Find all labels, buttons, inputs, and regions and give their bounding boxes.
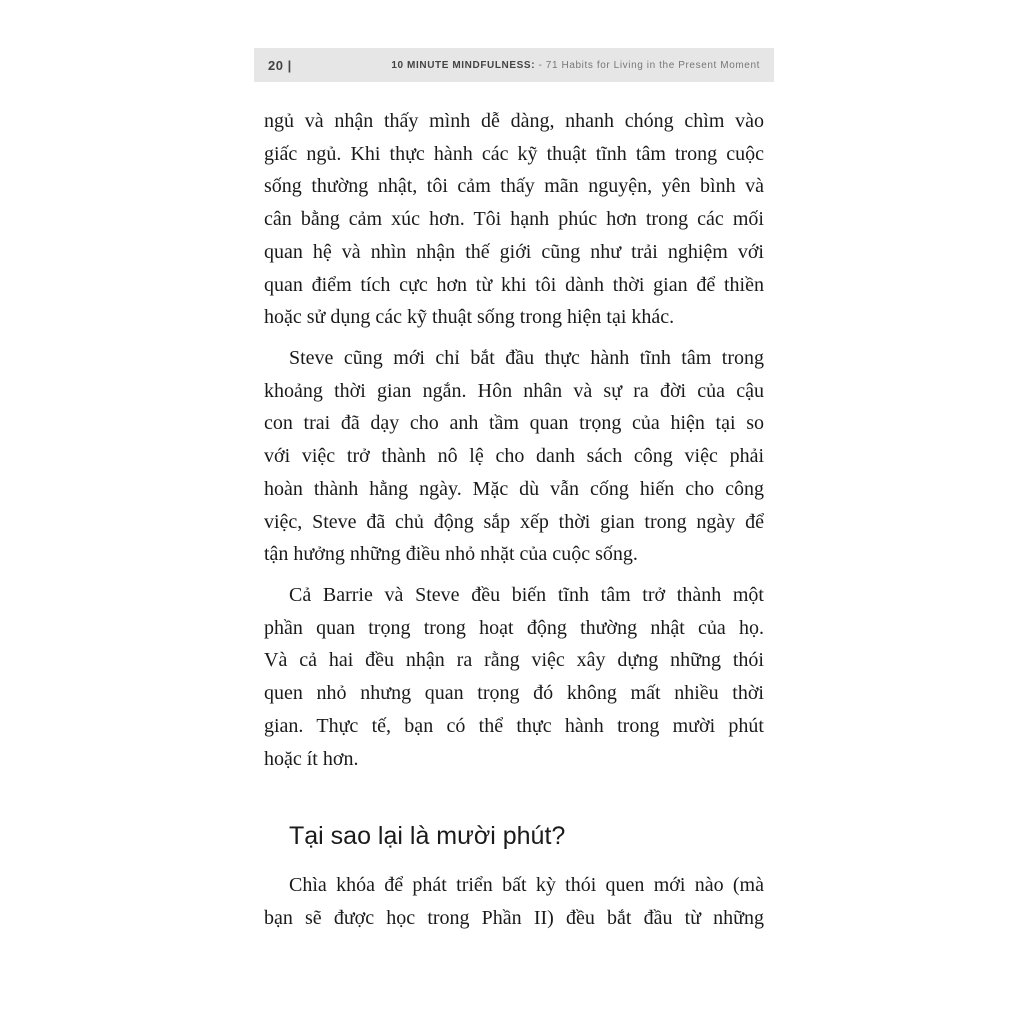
section-heading: Tại sao lại là mười phút? [289, 822, 566, 850]
paragraph-line: quan hệ và nhìn nhận thế giới cũng như trải nghiệm với [264, 240, 764, 263]
paragraph-line: với việc trở thành nô lệ cho danh sách công việc phải [264, 445, 764, 468]
book-title-main: 10 MINUTE MINDFULNESS: [391, 59, 536, 71]
paragraph-line: Steve cũng mới chỉ bắt đầu thực hành tĩnh tâm trong [289, 347, 764, 369]
paragraph-2 [264, 342, 764, 571]
paragraph-line: cân bằng cảm xúc hơn. Tôi hạnh phúc hơn trong các mối [264, 208, 764, 231]
paragraph-line: sống thường nhật, tôi cảm thấy mãn nguyện, yên bình và [264, 175, 764, 198]
page-number: 20 | [268, 57, 292, 73]
running-header [254, 48, 774, 82]
paragraph-line: hoặc sử dụng các kỹ thuật sống trong hiện tại khác. [264, 306, 675, 329]
paragraph-line: khoảng thời gian ngắn. Hôn nhân và sự ra đời của cậu [264, 379, 764, 402]
book-title-subtitle: - 71 Habits for Living in the Present Moment [535, 59, 760, 71]
paragraph-line: tận hưởng những điều nhỏ nhặt của cuộc sống. [264, 543, 638, 566]
paragraph-line: ngủ và nhận thấy mình dễ dàng, nhanh chóng chìm vào [264, 110, 764, 132]
book-title [391, 60, 760, 71]
paragraph-1 [264, 105, 764, 334]
paragraph-line: Và cả hai đều nhận ra rằng việc xây dựng những thói [264, 649, 764, 672]
paragraph-line: bạn sẽ được học trong Phần II) đều bắt đầu từ những [264, 906, 764, 929]
paragraph-line: con trai đã dạy cho anh tầm quan trọng của hiện tại so [264, 412, 764, 435]
paragraph-line: quan điểm tích cực hơn từ khi tôi dành thời gian để thiền [264, 273, 764, 296]
paragraph-line: hoặc ít hơn. [264, 747, 359, 770]
paragraph-line: việc, Steve đã chủ động sắp xếp thời gian trong ngày để [264, 510, 764, 533]
paragraph-line: hoàn thành hằng ngày. Mặc dù vẫn cống hiến cho công [264, 477, 764, 500]
paragraph-line: quen nhỏ nhưng quan trọng đó không mất nhiều thời [264, 682, 764, 705]
paragraph-line: phần quan trọng trong hoạt động thường nhật của họ. [264, 616, 764, 639]
paragraph-line: Cả Barrie và Steve đều biến tĩnh tâm trở thành một [289, 584, 764, 606]
paragraph-line: giấc ngủ. Khi thực hành các kỹ thuật tĩnh tâm trong cuộc [264, 142, 764, 165]
paragraph-line: gian. Thực tế, bạn có thể thực hành trong mười phút [264, 714, 764, 737]
paragraph-3 [264, 579, 764, 775]
section-paragraph [264, 869, 764, 934]
paragraph-line: Chìa khóa để phát triển bất kỳ thói quen mới nào (mà [289, 874, 764, 896]
